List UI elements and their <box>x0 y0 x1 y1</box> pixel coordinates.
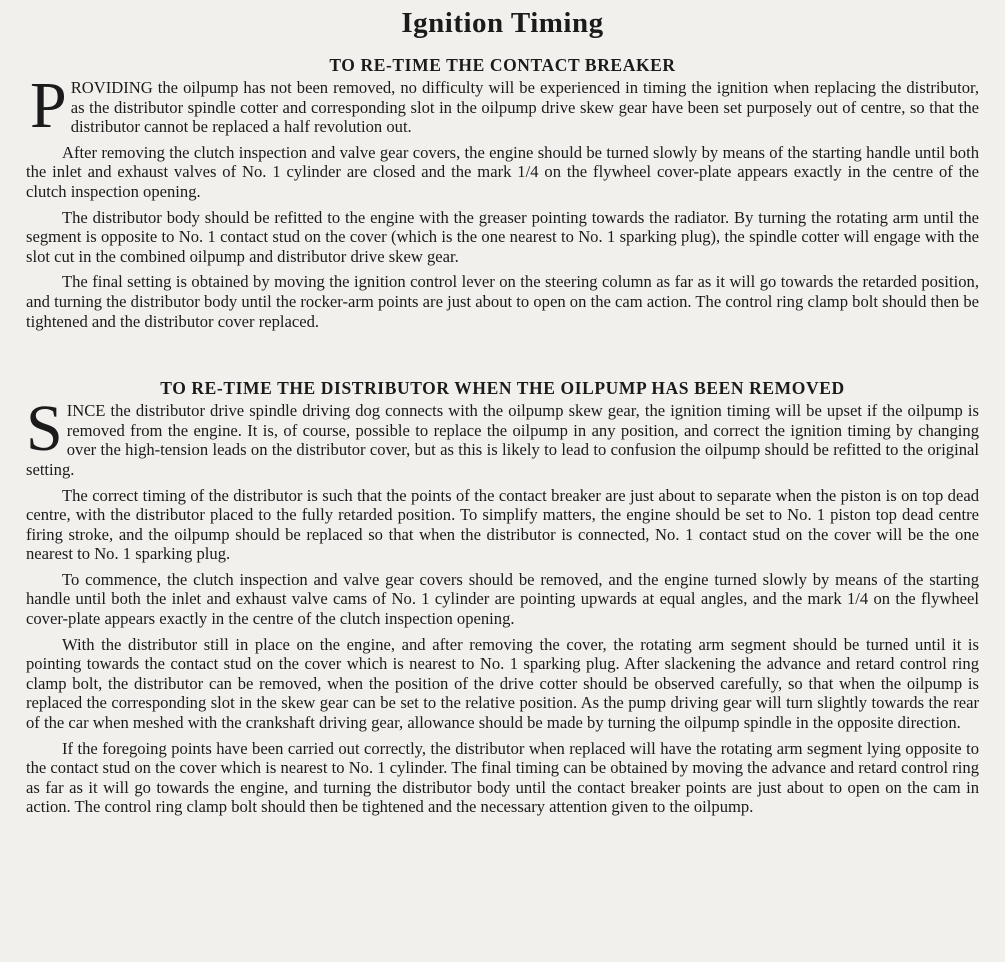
drop-cap-letter: S <box>26 392 63 466</box>
section2-paragraph-5: If the foregoing points have been carried out correctly, the distributor when replaced will have the rotating arm segment lying opposite to the contact stud on the cover which is nearest to No. 1 cylinder. The final timing can be obtained by moving the advance and retard control ring as far as it will go towards the engine, and turning the distributor body until the contact breaker points are just about to open on the cam in action. The control ring clamp bolt should then be tightened and the necessary attention given to the oilpump. <box>26 738 979 817</box>
section-heading-contact-breaker: TO RE-TIME THE CONTACT BREAKER <box>329 55 676 75</box>
section2-paragraph-3: To commence, the clutch inspection and valve gear covers should be removed, and the engine turned slowly by means of the starting handle until both the inlet and exhaust valve cams of No. 1 cylinder are pointing upwards at equal angles, and the mark 1/4 on the flywheel cover-plate appears exactly in the centre of the clutch inspection opening. <box>26 569 979 629</box>
section2-paragraph-1 <box>26 392 979 479</box>
section2-paragraph-1-text: INCE the distributor drive spindle driving dog connects with the oilpump skew gear, the ignition timing will be upset if the oilpump is removed from the engine. It is, of course, possible to replace the oilpump in any position, and correct the ignition timing by changing over the high-tension leads on the distributor cover, but as this is likely to lead to confusion the oilpump should be refitted to the original setting. <box>26 401 979 479</box>
section1-paragraph-3: The distributor body should be refitted to the engine with the greaser pointing towards the radiator. By turning the rotating arm until the segment is opposite to No. 1 contact stud on the cover (which is the one nearest to No. 1 sparking plug), the spindle cotter will engage with the slot cut in the combined oilpump and distributor drive skew gear. <box>26 207 979 266</box>
section1-paragraph-1-text: ROVIDING the oilpump has not been removed, no difficulty will be experienced in timing the ignition when replacing the distributor, as the distributor spindle cotter and corresponding slot in the oilpump drive skew gear have been set purposely out of centre, so that the distributor cannot be replaced a half revolution out. <box>70 78 979 137</box>
section-heading-distributor: TO RE-TIME THE DISTRIBUTOR WHEN THE OILPUMP HAS BEEN REMOVED <box>160 378 845 399</box>
section2-paragraph-4: With the distributor still in place on the engine, and after removing the cover, the rotating arm segment should be turned until it is pointing towards the contact stud on the cover which is nearest to No. 1 sparking plug. After slackening the advance and retard control ring clamp bolt, the distributor can be removed, when the position of the drive cotter should be observed carefully, so that when the oilpump is replaced the corresponding slot in the skew gear can be set to the relative position. As the pump driving gear will turn slightly towards the rear of the car when meshed with the crankshaft driving gear, allowance should be made by turning the oilpump spindle in the opposite direction. <box>26 634 979 733</box>
section1-paragraph-4: The final setting is obtained by moving the ignition control lever on the steering column as far as it will go towards the retarded position, and turning the distributor body until the rocker-arm points are just about to open on the cam action. The control ring clamp bolt should then be tightened and the distributor cover replaced. <box>26 272 979 331</box>
drop-cap-letter: P <box>30 69 67 142</box>
section1-paragraph-2: After removing the clutch inspection and valve gear covers, the engine should be turned slowly by means of the starting handle until both the inlet and exhaust valves of No. 1 cylinder are closed and the mark 1/4 on the flywheel cover-plate appears exactly in the centre of the clutch inspection opening. <box>26 142 979 201</box>
section2-paragraph-2: The correct timing of the distributor is such that the points of the contact breaker are just about to separate when the piston is on top dead centre, with the distributor placed to the fully retarded position. To simplify matters, the engine should be set to No. 1 piston top dead centre firing stroke, and the oilpump should be replaced so that when the distributor is connected, No. 1 contact stud on the cover will be the one nearest to No. 1 sparking plug. <box>26 485 979 564</box>
section1-paragraph-1 <box>26 69 979 142</box>
page-title: Ignition Timing <box>401 7 604 39</box>
